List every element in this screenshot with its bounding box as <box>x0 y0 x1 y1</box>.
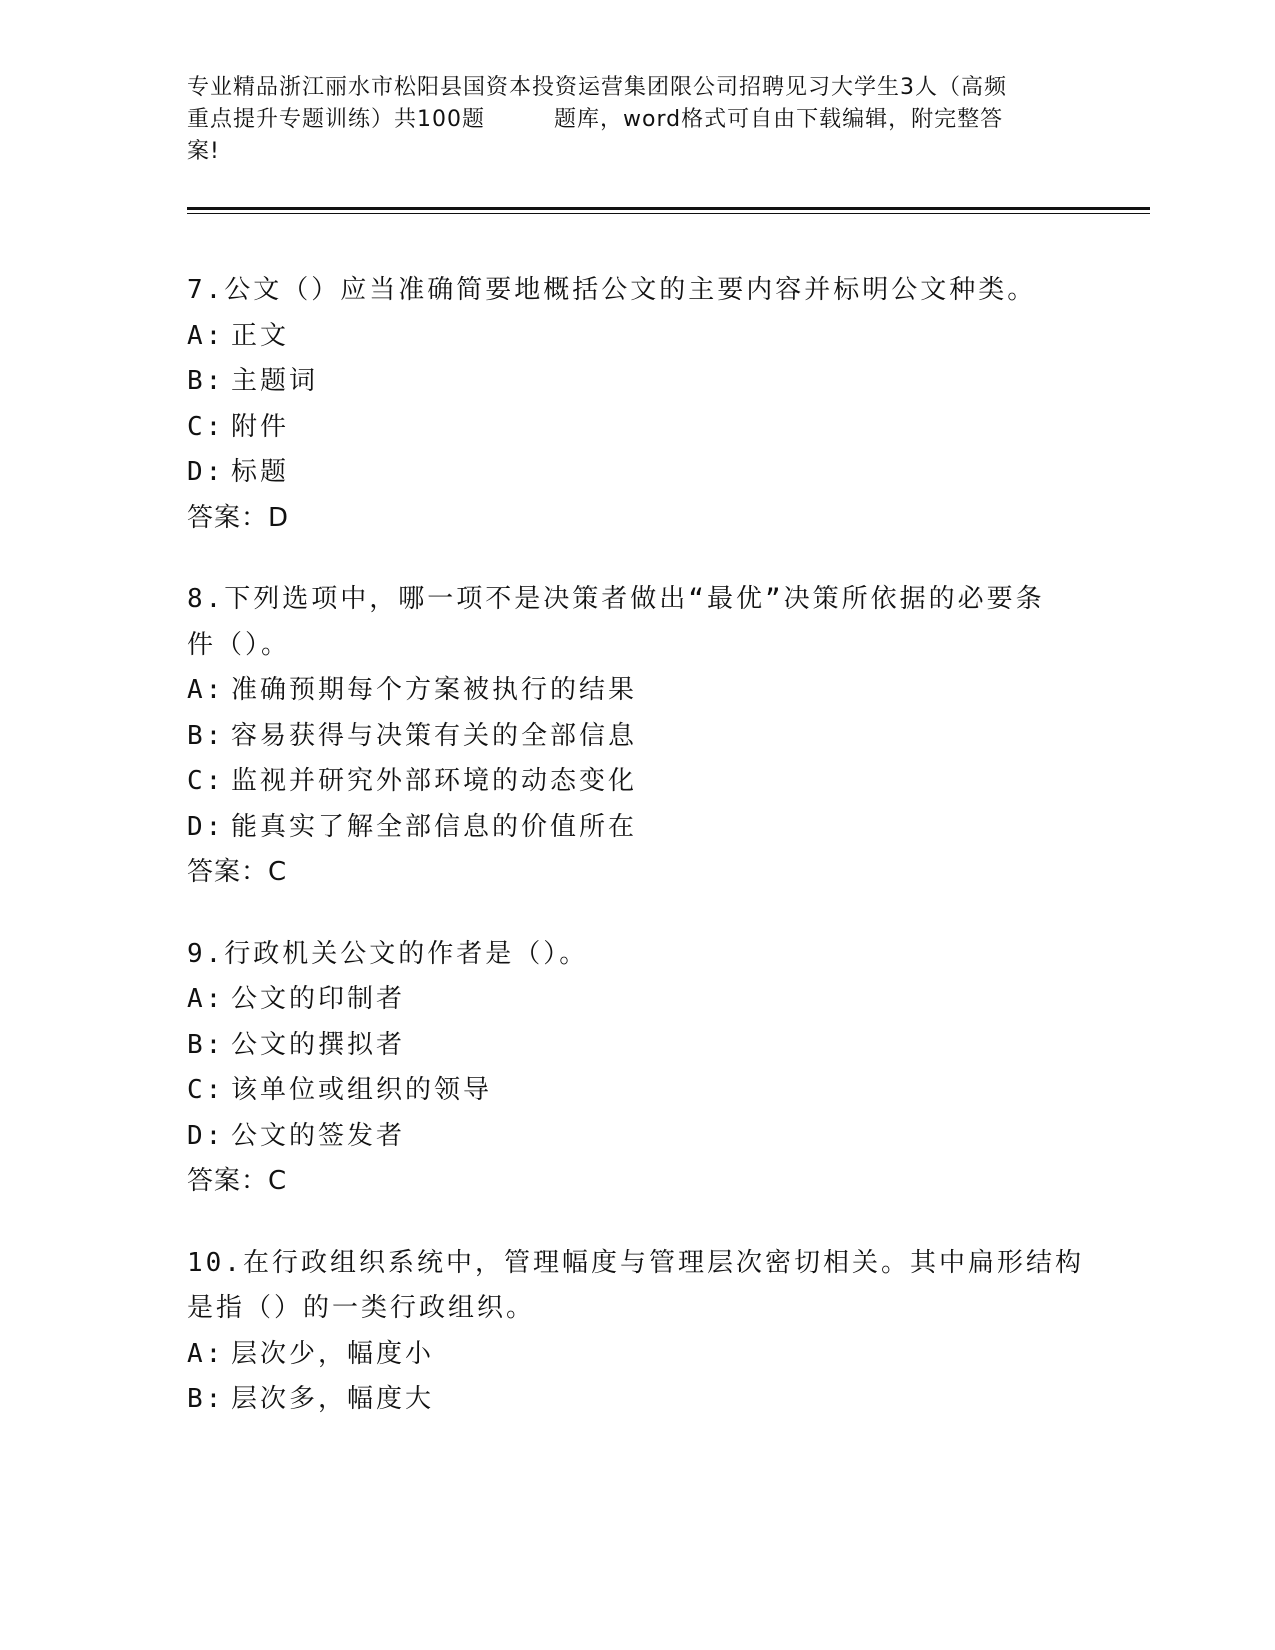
option-key: B: <box>187 1384 225 1414</box>
question-text: 8.下列选项中，哪一项不是决策者做出“最优”决策所依据的必要条 <box>187 584 1045 614</box>
option-text: 能真实了解全部信息的价值所在 <box>231 811 638 842</box>
answer-text: 答案：C <box>187 1166 288 1196</box>
option-key: A: <box>187 1338 225 1369</box>
header-divider-thin <box>187 213 1150 214</box>
document-header <box>187 72 1087 168</box>
header-line-3: 案! <box>187 139 220 164</box>
question-10 <box>187 1241 1087 1423</box>
option-key: A: <box>187 675 225 705</box>
answer-text: 答案：C <box>187 857 288 887</box>
option-b <box>187 1023 1087 1069</box>
option-d <box>187 450 1087 496</box>
option-text: 该单位或组织的领导 <box>231 1075 493 1105</box>
option-d <box>187 1114 1087 1160</box>
question-text-continued: 件（）。 <box>187 629 291 660</box>
answer-text: 答案：D <box>187 502 290 533</box>
header-divider-thick <box>187 207 1150 210</box>
option-text: 附件 <box>231 411 290 442</box>
option-text: 层次多，幅度大 <box>231 1384 435 1414</box>
question-text: 9.行政机关公文的作者是（）。 <box>187 938 589 969</box>
question-7 <box>187 268 1087 541</box>
option-text: 主题词 <box>231 366 319 396</box>
option-key: C: <box>187 766 225 796</box>
header-line-1: 专业精品浙江丽水市松阳县国资本投资运营集团限公司招聘见习大学生3人（高频 <box>187 75 1007 100</box>
question-text: 10.在行政组织系统中，管理幅度与管理层次密切相关。其中扁形结构 <box>187 1247 1084 1278</box>
option-b <box>187 1377 1087 1423</box>
option-text: 监视并研究外部环境的动态变化 <box>231 766 638 796</box>
question-list <box>187 268 1087 1459</box>
question-8 <box>187 577 1087 896</box>
option-key: D: <box>187 1120 225 1151</box>
option-text: 公文的印制者 <box>231 984 406 1014</box>
option-key: C: <box>187 411 225 442</box>
option-text: 层次少，幅度小 <box>231 1338 435 1369</box>
option-a <box>187 314 1087 360</box>
question-text: 7.公文（）应当准确简要地概括公文的主要内容并标明公文种类。 <box>187 275 1037 305</box>
option-key: C: <box>187 1075 225 1105</box>
option-text: 公文的撰拟者 <box>231 1029 406 1060</box>
option-a <box>187 977 1087 1023</box>
option-text: 标题 <box>231 457 290 487</box>
header-line-2: 重点提升专题训练）共100题 题库，word格式可自由下载编辑，附完整答 <box>187 107 1004 132</box>
option-a <box>187 668 1087 714</box>
option-key: D: <box>187 811 225 842</box>
option-text: 容易获得与决策有关的全部信息 <box>231 720 638 751</box>
option-b <box>187 359 1087 405</box>
option-c <box>187 405 1087 451</box>
option-key: B: <box>187 366 225 396</box>
option-b <box>187 714 1087 760</box>
option-key: A: <box>187 984 225 1014</box>
option-c <box>187 1068 1087 1114</box>
option-text: 正文 <box>231 320 290 351</box>
option-key: A: <box>187 320 225 351</box>
option-a <box>187 1332 1087 1378</box>
option-key: B: <box>187 1029 225 1060</box>
option-key: B: <box>187 720 225 751</box>
option-text: 准确预期每个方案被执行的结果 <box>231 675 638 705</box>
option-c <box>187 759 1087 805</box>
question-9 <box>187 932 1087 1205</box>
option-text: 公文的签发者 <box>231 1120 406 1151</box>
option-key: D: <box>187 457 225 487</box>
question-text-continued: 是指（）的一类行政组织。 <box>187 1293 536 1323</box>
option-d <box>187 805 1087 851</box>
